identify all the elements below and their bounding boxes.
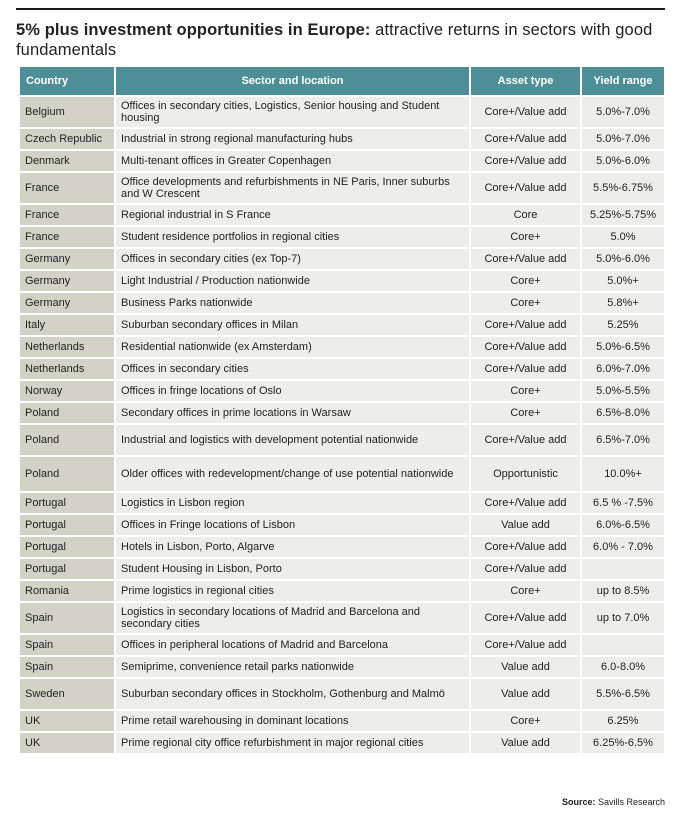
cell-country: Germany xyxy=(20,293,114,313)
table-row xyxy=(20,733,664,753)
table-body xyxy=(20,97,664,753)
investment-table xyxy=(18,65,666,755)
cell-country: Poland xyxy=(20,457,114,491)
cell-country: UK xyxy=(20,711,114,731)
cell-yield-range: 10.0%+ xyxy=(582,457,664,491)
source-note xyxy=(562,797,665,807)
cell-yield-range: 6.25% xyxy=(582,711,664,731)
cell-asset-type: Core+/Value add xyxy=(471,337,580,357)
cell-asset-type: Core+/Value add xyxy=(471,249,580,269)
cell-yield-range xyxy=(582,635,664,655)
cell-yield-range: up to 8.5% xyxy=(582,581,664,601)
cell-country: France xyxy=(20,173,114,203)
cell-sector-location: Logistics in Lisbon region xyxy=(116,493,469,513)
table-row xyxy=(20,227,664,247)
cell-asset-type: Core+/Value add xyxy=(471,493,580,513)
cell-country: Portugal xyxy=(20,515,114,535)
cell-country: Poland xyxy=(20,425,114,455)
cell-sector-location: Offices in Fringe locations of Lisbon xyxy=(116,515,469,535)
cell-sector-location: Offices in secondary cities, Logistics, Senior housing and Student housing xyxy=(116,97,469,127)
cell-asset-type: Core+/Value add xyxy=(471,315,580,335)
cell-country: Germany xyxy=(20,249,114,269)
table-header-row xyxy=(20,67,664,95)
cell-asset-type: Core+/Value add xyxy=(471,559,580,579)
cell-sector-location: Office developments and refurbishments in NE Paris, Inner suburbs and W Crescent xyxy=(116,173,469,203)
cell-sector-location: Regional industrial in S France xyxy=(116,205,469,225)
cell-sector-location: Residential nationwide (ex Amsterdam) xyxy=(116,337,469,357)
table-row xyxy=(20,129,664,149)
table-row xyxy=(20,381,664,401)
cell-country: Sweden xyxy=(20,679,114,709)
table-row xyxy=(20,657,664,677)
cell-asset-type: Core+ xyxy=(471,711,580,731)
cell-yield-range: 5.25% xyxy=(582,315,664,335)
cell-asset-type: Core+/Value add xyxy=(471,173,580,203)
table-row xyxy=(20,711,664,731)
cell-country: Italy xyxy=(20,315,114,335)
cell-sector-location: Suburban secondary offices in Milan xyxy=(116,315,469,335)
cell-yield-range xyxy=(582,559,664,579)
cell-yield-range: 6.0%-6.5% xyxy=(582,515,664,535)
cell-yield-range: 5.0%+ xyxy=(582,271,664,291)
table-row xyxy=(20,151,664,171)
table-row xyxy=(20,271,664,291)
table-row xyxy=(20,403,664,423)
cell-sector-location: Industrial in strong regional manufacturing hubs xyxy=(116,129,469,149)
cell-asset-type: Opportunistic xyxy=(471,457,580,491)
table-row xyxy=(20,293,664,313)
cell-sector-location: Business Parks nationwide xyxy=(116,293,469,313)
cell-asset-type: Core+ xyxy=(471,403,580,423)
table-row xyxy=(20,249,664,269)
cell-asset-type: Core+ xyxy=(471,271,580,291)
cell-sector-location: Offices in secondary cities (ex Top-7) xyxy=(116,249,469,269)
cell-yield-range: 5.0%-6.0% xyxy=(582,151,664,171)
cell-sector-location: Offices in secondary cities xyxy=(116,359,469,379)
table-row xyxy=(20,97,664,127)
cell-asset-type: Core+/Value add xyxy=(471,425,580,455)
top-rule xyxy=(16,8,665,10)
cell-asset-type: Core+/Value add xyxy=(471,603,580,633)
cell-sector-location: Older offices with redevelopment/change of use potential nationwide xyxy=(116,457,469,491)
cell-asset-type: Core+/Value add xyxy=(471,129,580,149)
cell-yield-range: 6.5 % -7.5% xyxy=(582,493,664,513)
table-row xyxy=(20,425,664,455)
cell-sector-location: Student residence portfolios in regional cities xyxy=(116,227,469,247)
title-rest: attractive returns in sectors with good fundamentals xyxy=(16,21,653,59)
table-row xyxy=(20,515,664,535)
cell-country: Spain xyxy=(20,657,114,677)
cell-country: Portugal xyxy=(20,559,114,579)
cell-yield-range: 5.8%+ xyxy=(582,293,664,313)
cell-yield-range: 5.0%-7.0% xyxy=(582,129,664,149)
cell-asset-type: Core+ xyxy=(471,381,580,401)
cell-yield-range: 5.0%-6.5% xyxy=(582,337,664,357)
cell-country: Netherlands xyxy=(20,359,114,379)
table-row xyxy=(20,493,664,513)
cell-country: Norway xyxy=(20,381,114,401)
cell-country: Netherlands xyxy=(20,337,114,357)
cell-country: Poland xyxy=(20,403,114,423)
cell-country: Portugal xyxy=(20,537,114,557)
cell-sector-location: Prime retail warehousing in dominant locations xyxy=(116,711,469,731)
cell-asset-type: Core+/Value add xyxy=(471,537,580,557)
cell-sector-location: Secondary offices in prime locations in Warsaw xyxy=(116,403,469,423)
cell-country: Germany xyxy=(20,271,114,291)
cell-asset-type: Value add xyxy=(471,657,580,677)
table-row xyxy=(20,205,664,225)
header-sector: Sector and location xyxy=(116,67,469,95)
table-row xyxy=(20,359,664,379)
cell-asset-type: Core xyxy=(471,205,580,225)
cell-asset-type: Core+ xyxy=(471,293,580,313)
cell-country: Belgium xyxy=(20,97,114,127)
table-row xyxy=(20,537,664,557)
cell-country: Spain xyxy=(20,603,114,633)
table-row xyxy=(20,457,664,491)
cell-sector-location: Prime regional city office refurbishment in major regional cities xyxy=(116,733,469,753)
cell-yield-range: 5.25%-5.75% xyxy=(582,205,664,225)
cell-sector-location: Offices in peripheral locations of Madrid and Barcelona xyxy=(116,635,469,655)
title-bold: 5% plus investment opportunities in Europe: xyxy=(16,21,371,39)
cell-yield-range: 5.5%-6.75% xyxy=(582,173,664,203)
cell-yield-range: 5.0%-5.5% xyxy=(582,381,664,401)
cell-sector-location: Semiprime, convenience retail parks nationwide xyxy=(116,657,469,677)
cell-asset-type: Core+/Value add xyxy=(471,635,580,655)
header-asset-type: Asset type xyxy=(471,67,580,95)
table-row xyxy=(20,315,664,335)
cell-asset-type: Core+/Value add xyxy=(471,97,580,127)
table-row xyxy=(20,603,664,633)
cell-yield-range: 6.5%-7.0% xyxy=(582,425,664,455)
table-row xyxy=(20,337,664,357)
cell-sector-location: Industrial and logistics with development potential nationwide xyxy=(116,425,469,455)
cell-yield-range: 6.5%-8.0% xyxy=(582,403,664,423)
cell-asset-type: Core+ xyxy=(471,581,580,601)
cell-country: Denmark xyxy=(20,151,114,171)
table-row xyxy=(20,679,664,709)
cell-asset-type: Core+/Value add xyxy=(471,359,580,379)
table-row xyxy=(20,173,664,203)
page-title xyxy=(16,20,666,60)
cell-yield-range: up to 7.0% xyxy=(582,603,664,633)
cell-country: Romania xyxy=(20,581,114,601)
cell-sector-location: Prime logistics in regional cities xyxy=(116,581,469,601)
table-row xyxy=(20,635,664,655)
cell-sector-location: Light Industrial / Production nationwide xyxy=(116,271,469,291)
cell-yield-range: 5.5%-6.5% xyxy=(582,679,664,709)
cell-yield-range: 6.0-8.0% xyxy=(582,657,664,677)
cell-yield-range: 6.0%-7.0% xyxy=(582,359,664,379)
cell-yield-range: 6.0% - 7.0% xyxy=(582,537,664,557)
source-label: Source: xyxy=(561,797,596,807)
cell-asset-type: Core+/Value add xyxy=(471,151,580,171)
cell-sector-location: Hotels in Lisbon, Porto, Algarve xyxy=(116,537,469,557)
cell-sector-location: Suburban secondary offices in Stockholm, Gothenburg and Malmö xyxy=(116,679,469,709)
cell-country: Czech Republic xyxy=(20,129,114,149)
cell-sector-location: Multi-tenant offices in Greater Copenhagen xyxy=(116,151,469,171)
cell-yield-range: 5.0%-7.0% xyxy=(582,97,664,127)
header-yield-range: Yield range xyxy=(582,67,664,95)
cell-sector-location: Logistics in secondary locations of Madrid and Barcelona and secondary cities xyxy=(116,603,469,633)
table-row xyxy=(20,559,664,579)
cell-asset-type: Value add xyxy=(471,679,580,709)
cell-yield-range: 5.0% xyxy=(582,227,664,247)
cell-country: UK xyxy=(20,733,114,753)
table-row xyxy=(20,581,664,601)
cell-yield-range: 5.0%-6.0% xyxy=(582,249,664,269)
cell-asset-type: Value add xyxy=(471,733,580,753)
cell-sector-location: Student Housing in Lisbon, Porto xyxy=(116,559,469,579)
cell-country: France xyxy=(20,205,114,225)
cell-asset-type: Core+ xyxy=(471,227,580,247)
header-country: Country xyxy=(20,67,114,95)
source-text: Savills Research xyxy=(595,797,665,807)
cell-asset-type: Value add xyxy=(471,515,580,535)
cell-country: Spain xyxy=(20,635,114,655)
cell-country: France xyxy=(20,227,114,247)
cell-yield-range: 6.25%-6.5% xyxy=(582,733,664,753)
cell-sector-location: Offices in fringe locations of Oslo xyxy=(116,381,469,401)
cell-country: Portugal xyxy=(20,493,114,513)
